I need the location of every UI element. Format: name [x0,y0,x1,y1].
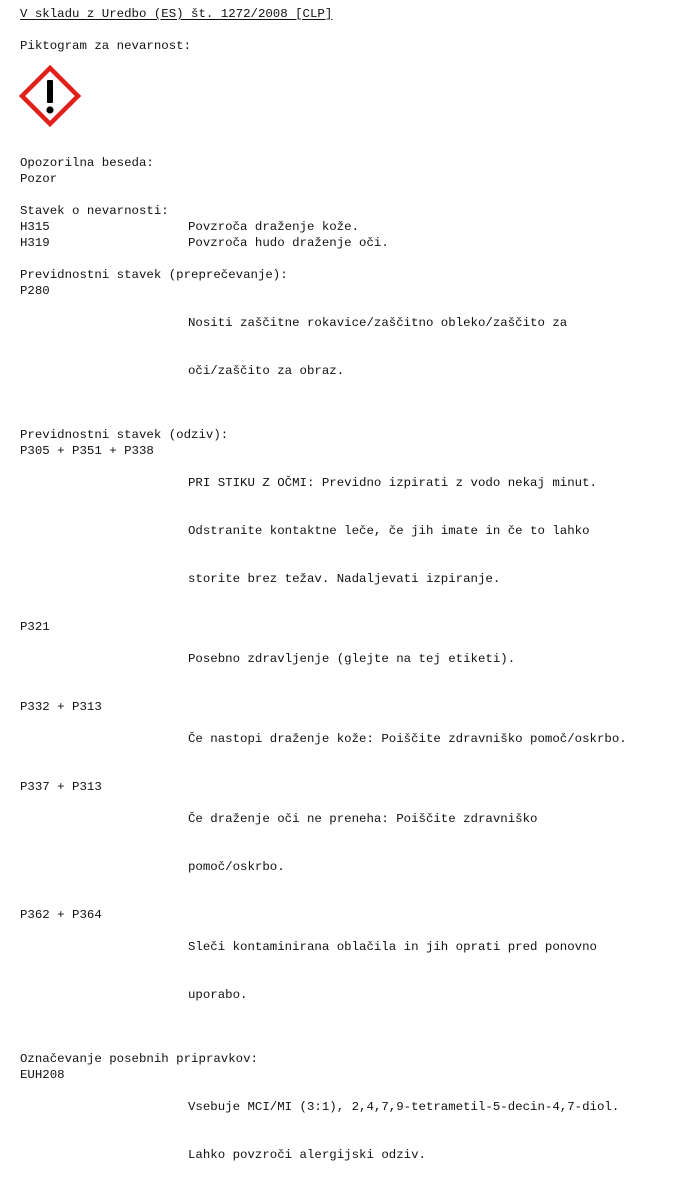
statement-text: Povzroča draženje kože. [188,220,360,234]
statement-code: P337 + P313 [20,780,102,794]
statement-text [188,283,685,411]
hazard-statements-list [20,219,685,251]
signal-word: Pozor [20,172,58,186]
statement-row [20,779,685,907]
statement-text [188,619,685,699]
statement-line: Posebno zdravljenje (glejte na tej etiketi). [188,652,516,666]
statement-line: pomoč/oskrbo. [188,860,285,874]
statement-row [20,907,685,1035]
statement-code: P362 + P364 [20,908,102,922]
statement-line: Če draženje oči ne preneha: Poiščite zdravniško [188,812,538,826]
statement-line: Vsebuje MCI/MI (3:1), 2,4,7,9-tetrametil-5-decin-4,7-diol. [188,1100,620,1114]
special-preparations-list [20,1067,685,1195]
statement-row [20,235,685,251]
statement-text [188,699,685,779]
statement-code: H315 [20,220,50,234]
statement-code: P305 + P351 + P338 [20,444,154,458]
statement-line: uporabo. [188,988,248,1002]
special-preparations-label: Označevanje posebnih pripravkov: [20,1052,258,1066]
response-statements-label: Previdnostni stavek (odziv): [20,428,229,442]
statement-text [188,907,685,1035]
prevention-statements-list [20,283,685,411]
statement-row [20,443,685,619]
statement-code: P332 + P313 [20,700,102,714]
statement-row [20,283,685,411]
statement-row [20,1067,685,1195]
statement-line: Lahko povzroči alergijski odziv. [188,1148,426,1162]
response-statements-list [20,443,685,1035]
statement-row [20,699,685,779]
statement-line: storite brez težav. Nadaljevati izpiranje. [188,572,501,586]
statement-row [20,219,685,235]
statement-line: Če nastopi draženje kože: Poiščite zdravniško pomoč/oskrbo. [188,732,627,746]
document-title: V skladu z Uredbo (ES) št. 1272/2008 [CLP] [20,7,333,21]
exclamation-mark-hazard-icon [20,66,80,126]
clp-label-document [20,6,685,1195]
statement-code: P280 [20,284,50,298]
statement-line: Sleči kontaminirana oblačila in jih oprati pred ponovno [188,940,597,954]
statement-line: PRI STIKU Z OČMI: Previdno izpirati z vodo nekaj minut. [188,476,597,490]
pictogram-label: Piktogram za nevarnost: [20,39,192,53]
hazard-statements-label: Stavek o nevarnosti: [20,204,169,218]
statement-row [20,619,685,699]
statement-code: P321 [20,620,50,634]
statement-line: Nositi zaščitne rokavice/zaščitno obleko/zaščito za [188,316,568,330]
signal-word-label: Opozorilna beseda: [20,156,154,170]
statement-code: EUH208 [20,1068,65,1082]
prevention-statements-label: Previdnostni stavek (preprečevanje): [20,268,288,282]
statement-line: oči/zaščito za obraz. [188,364,345,378]
statement-text [188,443,685,619]
statement-text [188,779,685,907]
statement-line: Odstranite kontaktne leče, če jih imate in če to lahko [188,524,590,538]
statement-text: Povzroča hudo draženje oči. [188,236,389,250]
statement-code: H319 [20,236,50,250]
statement-text [188,1067,685,1195]
